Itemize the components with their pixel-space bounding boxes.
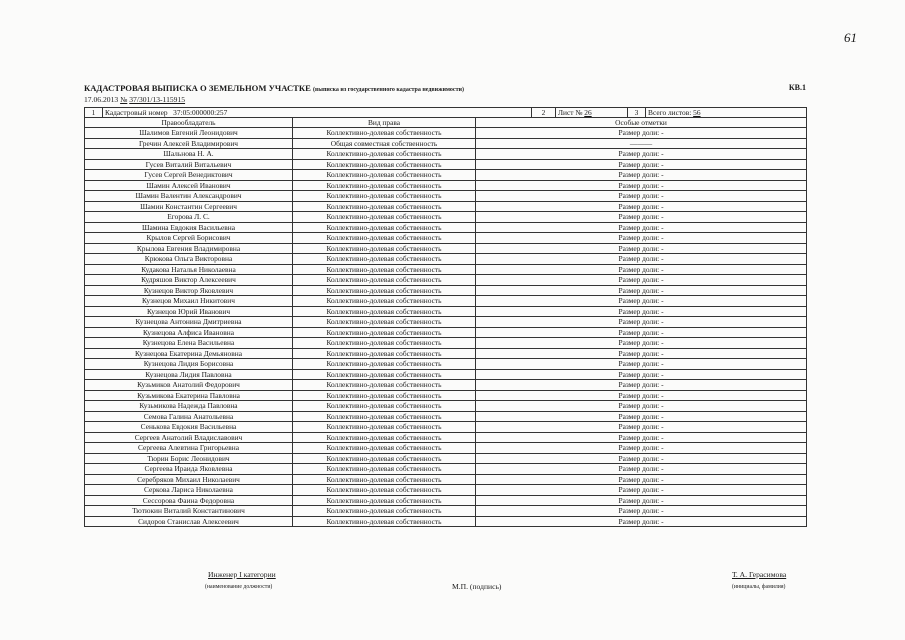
sheet-label: Лист № bbox=[558, 107, 583, 117]
owner-cell: Шальнова Н. А. bbox=[85, 149, 293, 160]
notes-cell: Размер доли: - bbox=[476, 453, 807, 464]
right-type-cell: Коллективно-долевая собственность bbox=[293, 191, 476, 202]
notes-cell: Размер доли: - bbox=[476, 495, 807, 506]
table-row bbox=[85, 254, 807, 265]
right-type-cell: Коллективно-долевая собственность bbox=[293, 390, 476, 401]
right-type-cell: Коллективно-долевая собственность bbox=[293, 422, 476, 433]
row-number-cell: 1 bbox=[85, 108, 103, 118]
table-row bbox=[85, 149, 807, 160]
doc-number: 37/301/13-115915 bbox=[129, 95, 186, 104]
table-row bbox=[85, 296, 807, 307]
right-type-cell: Коллективно-долевая собственность bbox=[293, 443, 476, 454]
right-type-cell: Коллективно-долевая собственность bbox=[293, 348, 476, 359]
owner-cell: Шалимов Евгений Леонидович bbox=[85, 128, 293, 139]
doc-date: 17.06.2013 bbox=[84, 95, 119, 104]
owner-cell: Крылов Сергей Борисович bbox=[85, 233, 293, 244]
document-title bbox=[84, 83, 464, 93]
notes-cell: Размер доли: - bbox=[476, 201, 807, 212]
right-type-cell: Коллективно-долевая собственность bbox=[293, 264, 476, 275]
signer-name-caption: (инициалы, фамилия) bbox=[732, 584, 786, 590]
signer-name: Т. А. Герасимова bbox=[732, 570, 787, 579]
right-type-cell: Коллективно-долевая собственность bbox=[293, 243, 476, 254]
right-type-cell: Коллективно-долевая собственность bbox=[293, 401, 476, 412]
notes-cell: Размер доли: - bbox=[476, 191, 807, 202]
notes-cell: Размер доли: - bbox=[476, 254, 807, 265]
column-header-right-type: Вид права bbox=[293, 118, 476, 128]
right-type-cell: Коллективно-долевая собственность bbox=[293, 275, 476, 286]
table-row bbox=[85, 464, 807, 475]
owner-cell: Гусев Сергей Венедиктович bbox=[85, 170, 293, 181]
table-row bbox=[85, 380, 807, 391]
right-type-cell: Коллективно-долевая собственность bbox=[293, 212, 476, 223]
table-row bbox=[85, 474, 807, 485]
stamp-signature-label: М.П. (подпись) bbox=[452, 582, 502, 591]
right-type-cell: Коллективно-долевая собственность bbox=[293, 380, 476, 391]
total-sheets-label: Всего листов: bbox=[648, 107, 692, 117]
column-2-cell: 2 bbox=[532, 108, 556, 118]
right-type-cell: Коллективно-долевая собственность bbox=[293, 296, 476, 307]
notes-cell: Размер доли: - bbox=[476, 516, 807, 527]
owner-cell: Гусев Виталий Витальевич bbox=[85, 159, 293, 170]
table-row bbox=[85, 233, 807, 244]
table-row bbox=[85, 275, 807, 286]
owner-cell: Сергеева Ираида Яковлевна bbox=[85, 464, 293, 475]
table-row bbox=[85, 159, 807, 170]
table-row bbox=[85, 411, 807, 422]
total-sheets-cell bbox=[646, 108, 807, 118]
right-type-cell: Коллективно-долевая собственность bbox=[293, 432, 476, 443]
notes-cell: Размер доли: - bbox=[476, 306, 807, 317]
right-type-cell: Коллективно-долевая собственность bbox=[293, 411, 476, 422]
owner-cell: Кузнецова Лидия Борисовна bbox=[85, 359, 293, 370]
right-type-cell: Коллективно-долевая собственность bbox=[293, 317, 476, 328]
owner-cell: Кузнецова Екатерина Демьяновна bbox=[85, 348, 293, 359]
table-row bbox=[85, 422, 807, 433]
owner-cell: Кузнецова Елена Васильевна bbox=[85, 338, 293, 349]
owner-cell: Сенькова Евдокия Васильевна bbox=[85, 422, 293, 433]
owner-cell: Сидоров Станислав Алексеевич bbox=[85, 516, 293, 527]
right-type-cell: Коллективно-долевая собственность bbox=[293, 222, 476, 233]
table-row bbox=[85, 264, 807, 275]
table-row bbox=[85, 222, 807, 233]
right-type-cell: Коллективно-долевая собственность bbox=[293, 495, 476, 506]
owner-cell: Шамин Алексей Иванович bbox=[85, 180, 293, 191]
right-type-cell: Коллективно-долевая собственность bbox=[293, 506, 476, 517]
right-type-cell: Коллективно-долевая собственность bbox=[293, 359, 476, 370]
owner-cell: Кузнецов Юрий Иванович bbox=[85, 306, 293, 317]
owner-cell: Тютюкин Виталий Константинович bbox=[85, 506, 293, 517]
doc-number-label: № bbox=[120, 95, 128, 104]
notes-cell: Размер доли: - bbox=[476, 464, 807, 475]
table-header-row bbox=[85, 108, 807, 118]
right-type-cell: Коллективно-долевая собственность bbox=[293, 464, 476, 475]
table-row bbox=[85, 201, 807, 212]
document-date-number bbox=[84, 95, 185, 104]
owner-cell: Шамин Константин Сергеевич bbox=[85, 201, 293, 212]
right-type-cell: Коллективно-долевая собственность bbox=[293, 516, 476, 527]
notes-cell: Размер доли: - bbox=[476, 275, 807, 286]
owner-cell: Кузьмикова Надежда Павловна bbox=[85, 401, 293, 412]
owner-cell: Сессорова Фаина Федоровна bbox=[85, 495, 293, 506]
notes-cell: Размер доли: - bbox=[476, 170, 807, 181]
owner-cell: Семова Галина Анатольевна bbox=[85, 411, 293, 422]
cadastral-label: Кадастровый номер bbox=[105, 107, 168, 117]
owner-cell: Гречин Алексей Владимирович bbox=[85, 138, 293, 149]
right-type-cell: Коллективно-долевая собственность bbox=[293, 159, 476, 170]
right-type-cell: Общая совместная собственность bbox=[293, 138, 476, 149]
table-row bbox=[85, 432, 807, 443]
right-type-cell: Коллективно-долевая собственность bbox=[293, 327, 476, 338]
table-row bbox=[85, 243, 807, 254]
table-row bbox=[85, 443, 807, 454]
notes-cell: Размер доли: - bbox=[476, 317, 807, 328]
right-type-cell: Коллективно-долевая собственность bbox=[293, 453, 476, 464]
sheet-number-cell bbox=[556, 108, 628, 118]
notes-cell: Размер доли: - bbox=[476, 411, 807, 422]
notes-cell: Размер доли: - bbox=[476, 264, 807, 275]
form-code: КВ.1 bbox=[788, 83, 806, 92]
table-row bbox=[85, 180, 807, 191]
table-row bbox=[85, 485, 807, 496]
owner-cell: Сергеев Анатолий Владиславович bbox=[85, 432, 293, 443]
right-type-cell: Коллективно-долевая собственность bbox=[293, 485, 476, 496]
table-row bbox=[85, 369, 807, 380]
table-row bbox=[85, 506, 807, 517]
table-row bbox=[85, 191, 807, 202]
notes-cell: Размер доли: - bbox=[476, 296, 807, 307]
sheet-number: 26 bbox=[584, 107, 592, 117]
notes-cell: Размер доли: - bbox=[476, 159, 807, 170]
notes-cell: Размер доли: - bbox=[476, 222, 807, 233]
notes-cell: Размер доли: - bbox=[476, 443, 807, 454]
right-type-cell: Коллективно-долевая собственность bbox=[293, 180, 476, 191]
right-type-cell: Коллективно-долевая собственность bbox=[293, 201, 476, 212]
notes-cell: Размер доли: - bbox=[476, 285, 807, 296]
owner-cell: Кузнецов Виктор Яковлевич bbox=[85, 285, 293, 296]
table-row bbox=[85, 359, 807, 370]
table-row bbox=[85, 306, 807, 317]
right-type-cell: Коллективно-долевая собственность bbox=[293, 474, 476, 485]
table-row bbox=[85, 212, 807, 223]
title-text: КАДАСТРОВАЯ ВЫПИСКА О ЗЕМЕЛЬНОМ УЧАСТКЕ bbox=[84, 83, 311, 93]
notes-cell: Размер доли: - bbox=[476, 149, 807, 160]
owner-cell: Кудряшов Виктор Алексеевич bbox=[85, 275, 293, 286]
notes-cell: Размер доли: - bbox=[476, 327, 807, 338]
right-type-cell: Коллективно-долевая собственность bbox=[293, 149, 476, 160]
right-type-cell: Коллективно-долевая собственность bbox=[293, 285, 476, 296]
table-row bbox=[85, 495, 807, 506]
owner-cell: Егорова Л. С. bbox=[85, 212, 293, 223]
owner-cell: Кузнецова Алфиса Ивановна bbox=[85, 327, 293, 338]
column-header-notes: Особые отметки bbox=[476, 118, 807, 128]
owner-cell: Крылова Евгения Владимировна bbox=[85, 243, 293, 254]
right-type-cell: Коллективно-долевая собственность bbox=[293, 254, 476, 265]
notes-cell: Размер доли: - bbox=[476, 401, 807, 412]
cadastral-number: 37:05:000000:257 bbox=[173, 107, 228, 117]
notes-cell: Размер доли: - bbox=[476, 485, 807, 496]
signer-position-caption: (наименование должности) bbox=[205, 584, 273, 590]
cadastral-number-cell bbox=[103, 108, 532, 118]
owner-cell: Кузнецова Антонина Дмитриевна bbox=[85, 317, 293, 328]
column-3-cell: 3 bbox=[628, 108, 646, 118]
notes-cell: Размер доли: - bbox=[476, 212, 807, 223]
owner-cell: Тюрин Борис Леонидович bbox=[85, 453, 293, 464]
column-header-owner: Правообладатель bbox=[85, 118, 293, 128]
owner-cell: Серкова Лариса Николаевна bbox=[85, 485, 293, 496]
notes-cell: Размер доли: - bbox=[476, 180, 807, 191]
table-row bbox=[85, 327, 807, 338]
right-type-cell: Коллективно-долевая собственность bbox=[293, 233, 476, 244]
table-row bbox=[85, 390, 807, 401]
notes-cell: Размер доли: - bbox=[476, 422, 807, 433]
owner-cell: Серебряков Михаил Николаевич bbox=[85, 474, 293, 485]
title-note: (выписка из государственного кадастра недвижимости) bbox=[313, 87, 464, 93]
table-row bbox=[85, 170, 807, 181]
table-row bbox=[85, 453, 807, 464]
notes-cell: Размер доли: - bbox=[476, 390, 807, 401]
notes-cell: Размер доли: - bbox=[476, 369, 807, 380]
table-row bbox=[85, 317, 807, 328]
notes-cell: Размер доли: - bbox=[476, 380, 807, 391]
notes-cell: Размер доли: - bbox=[476, 128, 807, 139]
owners-table bbox=[84, 107, 807, 527]
table-row bbox=[85, 128, 807, 139]
handwritten-page-number: 61 bbox=[844, 30, 857, 45]
signer-position: Инженер I категории bbox=[208, 570, 276, 579]
owner-cell: Кузьмикова Екатерина Павловна bbox=[85, 390, 293, 401]
right-type-cell: Коллективно-долевая собственность bbox=[293, 306, 476, 317]
owner-cell: Крюкова Ольга Викторовна bbox=[85, 254, 293, 265]
owner-cell: Шамина Евдокия Васильевна bbox=[85, 222, 293, 233]
document-header bbox=[84, 83, 806, 95]
notes-cell: Размер доли: - bbox=[476, 233, 807, 244]
notes-cell: Размер доли: - bbox=[476, 474, 807, 485]
owner-cell: Кузнецов Михаил Никитович bbox=[85, 296, 293, 307]
column-header-row bbox=[85, 118, 807, 128]
right-type-cell: Коллективно-долевая собственность bbox=[293, 338, 476, 349]
right-type-cell: Коллективно-долевая собственность bbox=[293, 128, 476, 139]
right-type-cell: Коллективно-долевая собственность bbox=[293, 369, 476, 380]
notes-cell: Размер доли: - bbox=[476, 506, 807, 517]
owner-cell: Кузнецова Лидия Павловна bbox=[85, 369, 293, 380]
total-sheets: 56 bbox=[693, 107, 701, 117]
table-row bbox=[85, 516, 807, 527]
notes-cell: Размер доли: - bbox=[476, 338, 807, 349]
notes-cell: Размер доли: - bbox=[476, 243, 807, 254]
owner-cell: Кудакова Наталья Николаевна bbox=[85, 264, 293, 275]
table-row bbox=[85, 285, 807, 296]
table-row bbox=[85, 338, 807, 349]
table-row bbox=[85, 401, 807, 412]
owner-cell: Шамин Валентин Александрович bbox=[85, 191, 293, 202]
owner-cell: Кузьмиков Анатолий Федорович bbox=[85, 380, 293, 391]
table-row bbox=[85, 138, 807, 149]
notes-cell: Размер доли: - bbox=[476, 359, 807, 370]
notes-cell: Размер доли: - bbox=[476, 348, 807, 359]
right-type-cell: Коллективно-долевая собственность bbox=[293, 170, 476, 181]
owner-cell: Сергеева Алевтина Григорьевна bbox=[85, 443, 293, 454]
notes-cell: ——— bbox=[476, 138, 807, 149]
notes-cell: Размер доли: - bbox=[476, 432, 807, 443]
table-row bbox=[85, 348, 807, 359]
